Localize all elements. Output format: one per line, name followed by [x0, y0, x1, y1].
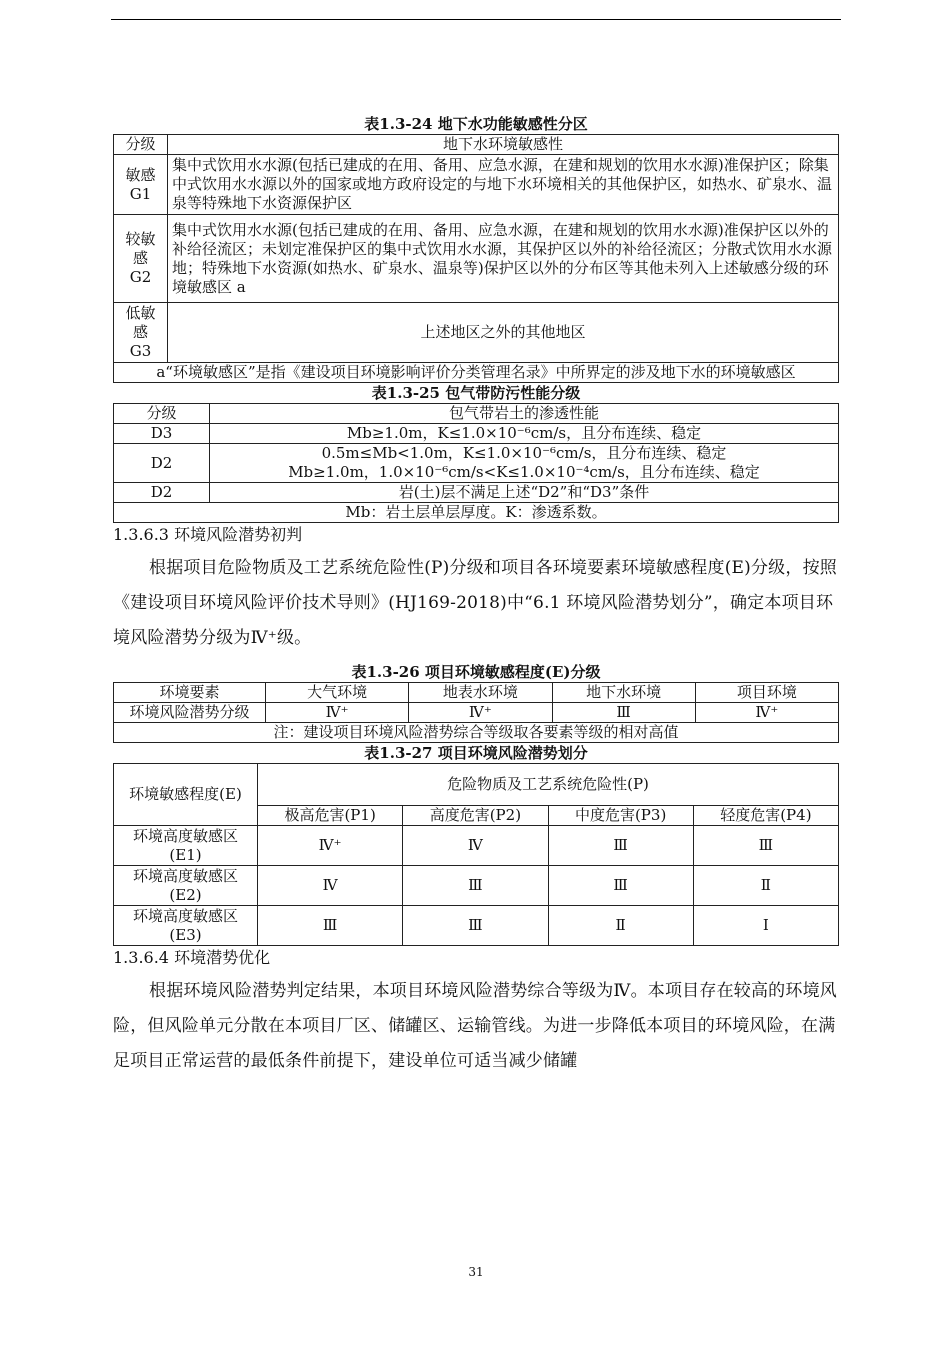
table-26-cell-groundwater: Ⅲ [552, 703, 695, 723]
table-25-desc-d3: Mb≥1.0m，K≤1.0×10⁻⁶cm/s，且分布连续、稳定 [210, 424, 839, 444]
table-27-cell: Ⅱ [548, 906, 693, 946]
table-27-col-p1: 极高危害(P1) [258, 806, 403, 826]
table-27-col-p2: 高度危害(P2) [403, 806, 548, 826]
table-27-cell: Ⅲ [403, 906, 548, 946]
table-24 [113, 134, 839, 383]
table-25 [113, 403, 839, 523]
table-26-header-project: 项目环境 [695, 683, 838, 703]
table-27-col-p3: 中度危害(P3) [548, 806, 693, 826]
table-24-desc-g3: 上述地区之外的其他地区 [168, 303, 839, 363]
table-27-caption: 表1.3-27 项目环境风险潜势划分 [364, 744, 588, 762]
section-heading-1364: 1.3.6.4 环境潜势优化 [113, 948, 271, 967]
table-25-header-level: 分级 [114, 404, 210, 424]
table-27-row-e1-label: 环境高度敏感区 (E1) [114, 826, 258, 866]
table-25-caption: 表1.3-25 包气带防污性能分级 [371, 384, 581, 402]
page-number: 31 [468, 1265, 484, 1279]
table-24-level-g1: 敏感 G1 [114, 155, 168, 215]
table-27-group-header: 危险物质及工艺系统危险性(P) [258, 764, 839, 806]
page-content [113, 114, 839, 1079]
table-25-header-desc: 包气带岩土的渗透性能 [210, 404, 839, 424]
table-27-cell: Ⅲ [403, 866, 548, 906]
table-25-level-d1: D2 [114, 483, 210, 503]
table-27-cell: Ⅲ [693, 826, 838, 866]
table-26 [113, 682, 839, 743]
table-26-header-surface-water: 地表水环境 [409, 683, 552, 703]
table-24-desc-g1: 集中式饮用水水源(包括已建成的在用、备用、应急水源，在建和规划的饮用水水源)准保护区；除集中式饮用水水源以外的国家或地方政府设定的与地下水环境相关的其他保护区，如热水、矿泉水、温泉等特殊地下水资源保护区 [168, 155, 839, 215]
table-27-cell: Ⅳ⁺ [258, 826, 403, 866]
table-26-note: 注：建设项目环境风险潜势综合等级取各要素等级的相对高值 [114, 723, 839, 743]
table-26-header-air: 大气环境 [266, 683, 409, 703]
table-27-corner: 环境敏感程度(E) [114, 764, 258, 826]
table-24-level-g2: 较敏 感 G2 [114, 215, 168, 303]
table-27-cell: Ⅳ [258, 866, 403, 906]
table-24-level-g3: 低敏 感 G3 [114, 303, 168, 363]
table-27 [113, 763, 839, 946]
table-27-cell: Ⅰ [693, 906, 838, 946]
table-25-desc-d2: 0.5m≤Mb<1.0m，K≤1.0×10⁻⁶cm/s，且分布连续、稳定 Mb≥1.0m，1.0×10⁻⁶cm/s<K≤1.0×10⁻⁴cm/s，且分布连续、稳定 [210, 444, 839, 483]
section-paragraph-1364: 根据环境风险潜势判定结果，本项目环境风险潜势综合等级为Ⅳ。本项目存在较高的环境风险，但风险单元分散在本项目厂区、储罐区、运输管线。为进一步降低本项目的环境风险，在满足项目正常运营的最低条件前提下，建设单位可适当减少储罐 [113, 981, 837, 1071]
table-24-header-level: 分级 [114, 135, 168, 155]
section-paragraph-1363: 根据项目危险物质及工艺系统危险性(P)分级和项目各环境要素环境敏感程度(E)分级，按照《建设项目环境风险评价技术导则》(HJ169-2018)中“6.1 环境风险潜势划分”，确定本项目环境风险潜势分级为Ⅳ⁺级。 [113, 558, 837, 648]
table-27-row-e3-label: 环境高度敏感区 (E3) [114, 906, 258, 946]
table-26-header-element: 环境要素 [114, 683, 266, 703]
header-rule [111, 19, 841, 20]
table-25-note: Mb：岩土层单层厚度。K：渗透系数。 [114, 503, 839, 523]
table-24-desc-g2: 集中式饮用水水源(包括已建成的在用、备用、应急水源，在建和规划的饮用水水源)准保护区以外的补给径流区；未划定准保护区的集中式饮用水水源，其保护区以外的补给径流区；分散式饮用水水源地；特殊地下水资源(如热水、矿泉水、温泉等)保护区以外的分布区等其他未列入上述敏感分级的环境敏感区 a [168, 215, 839, 303]
table-27-col-p4: 轻度危害(P4) [693, 806, 838, 826]
section-heading-1363: 1.3.6.3 环境风险潜势初判 [113, 525, 303, 544]
table-26-cell-air: Ⅳ⁺ [266, 703, 409, 723]
table-24-note: a“环境敏感区”是指《建设项目环境影响评价分类管理名录》中所界定的涉及地下水的环境敏感区 [114, 363, 839, 383]
table-27-cell: Ⅱ [693, 866, 838, 906]
table-24-header-desc: 地下水环境敏感性 [168, 135, 839, 155]
table-26-header-groundwater: 地下水环境 [552, 683, 695, 703]
table-25-level-d3: D3 [114, 424, 210, 444]
table-27-cell: Ⅲ [548, 866, 693, 906]
table-26-caption: 表1.3-26 项目环境敏感程度(E)分级 [351, 663, 601, 681]
table-25-level-d2: D2 [114, 444, 210, 483]
table-25-desc-d1: 岩(土)层不满足上述“D2”和“D3”条件 [210, 483, 839, 503]
table-27-row-e2-label: 环境高度敏感区 (E2) [114, 866, 258, 906]
table-27-cell: Ⅲ [258, 906, 403, 946]
table-24-caption: 表1.3-24 地下水功能敏感性分区 [364, 115, 588, 133]
table-26-cell-project: Ⅳ⁺ [695, 703, 838, 723]
table-27-cell: Ⅳ [403, 826, 548, 866]
table-26-row-label: 环境风险潜势分级 [114, 703, 266, 723]
table-26-cell-surface-water: Ⅳ⁺ [409, 703, 552, 723]
table-27-cell: Ⅲ [548, 826, 693, 866]
